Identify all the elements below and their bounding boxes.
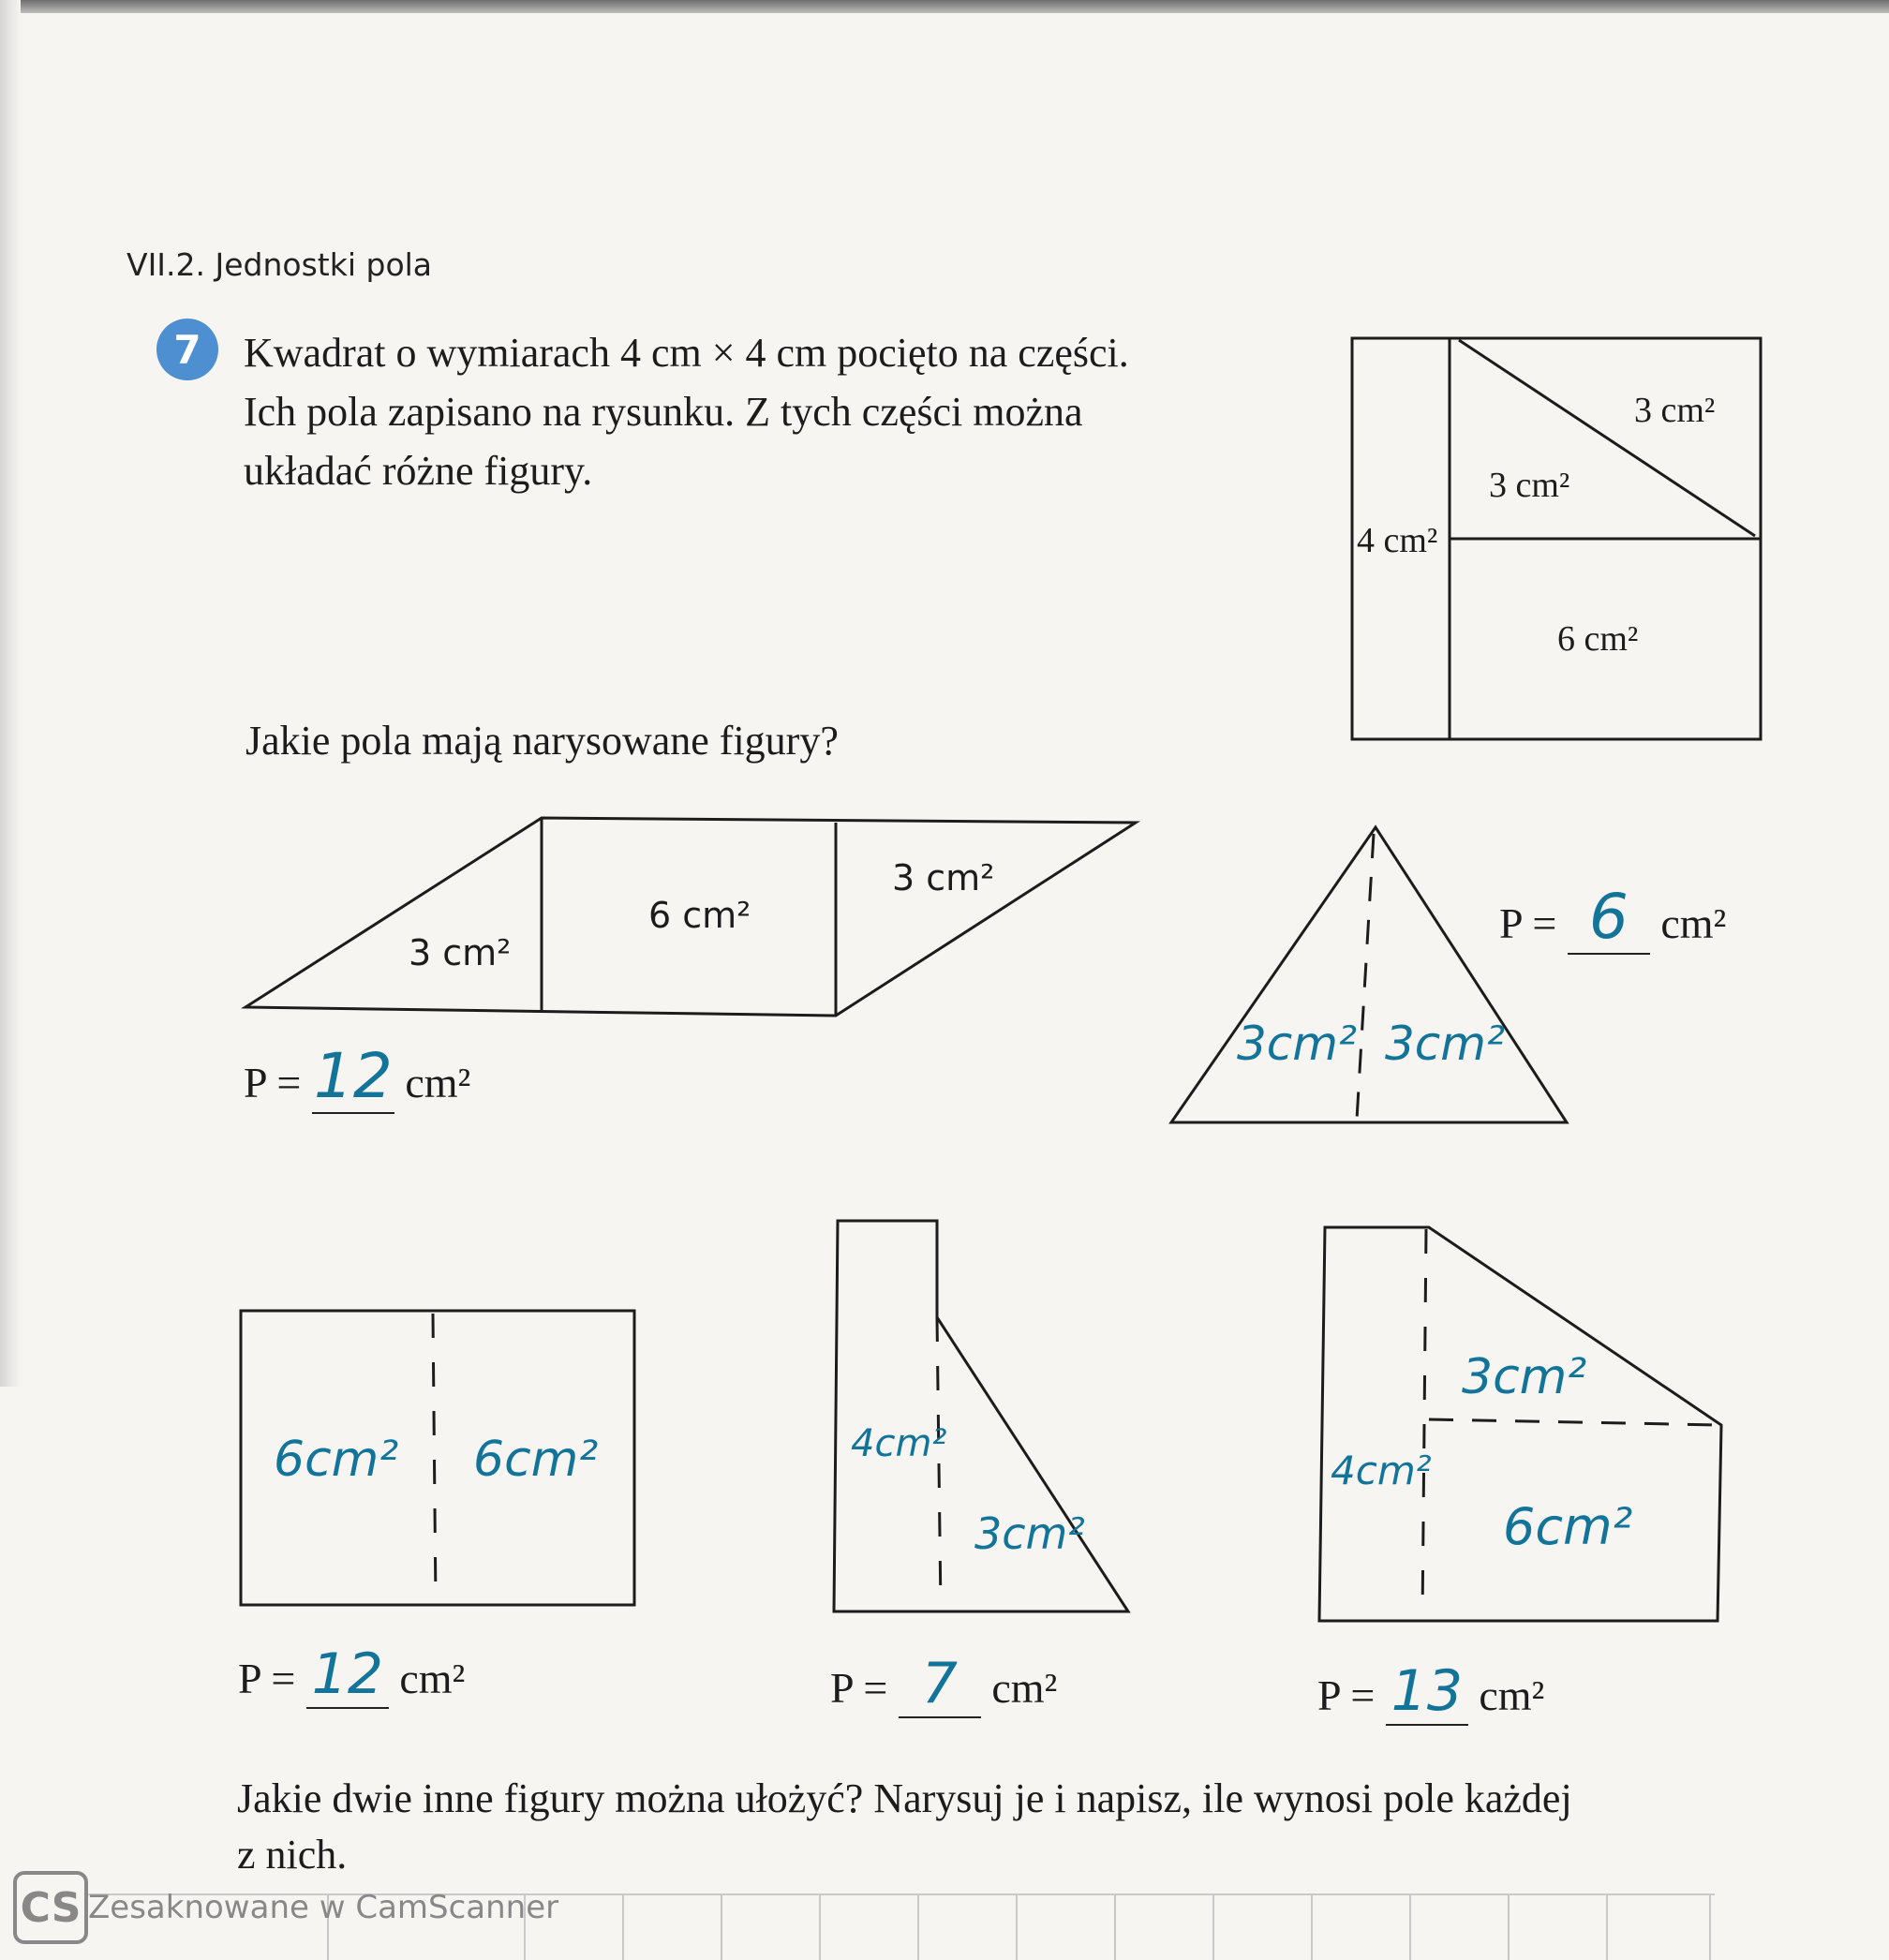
task-line-2: Ich pola zapisano na rysunku. Z tych części można [244,389,1083,435]
triangle-label-right: 3cm² [1385,1017,1506,1071]
square-label-left-strip: 4 cm² [1357,521,1438,560]
answer-unit: cm² [399,1655,466,1702]
camscanner-logo: CS [13,1871,88,1944]
question-1: Jakie pola mają narysowane figury? [245,718,839,764]
pentagon-label-triangle: 3cm² [1462,1349,1587,1405]
answer-unit: cm² [1479,1671,1545,1719]
answer-value: 12 [306,1641,389,1709]
task-number-badge: 7 [156,319,218,380]
rectangle-label-left: 6cm² [274,1432,399,1488]
task-line-3: układać różne figury. [244,448,593,494]
answer-value: 6 [1568,881,1650,955]
pentagon-label-strip: 4cm² [1331,1448,1432,1493]
answer-unit: cm² [1660,899,1727,947]
rectangle-label-right: 6cm² [473,1432,599,1488]
parallelogram-label-left: 3 cm² [409,932,512,973]
section-title: VII.2. Jednostki pola [126,246,433,283]
pentagon-label-rectangle: 6cm² [1503,1497,1633,1556]
square-label-rectangle: 6 cm² [1557,619,1639,659]
answer-prefix: P = [238,1655,296,1702]
parallelogram-label-right: 3 cm² [892,857,995,898]
answer-prefix: P = [244,1059,302,1106]
answer-value: 13 [1386,1658,1468,1726]
task-line-1: Kwadrat o wymiarach 4 cm × 4 cm pocięto na części. [244,330,1129,376]
question-2-text: Jakie dwie inne figury można ułożyć? Narysuj je i napisz, ile wynosi pole każdej [237,1775,1572,1821]
answer-prefix: P = [830,1664,888,1712]
trapezoid-label-strip: 4cm² [851,1422,947,1465]
answer-prefix: P = [1499,899,1557,947]
square-label-top-triangle: 3 cm² [1634,391,1716,430]
square-label-bottom-triangle: 3 cm² [1489,466,1570,505]
answer-unit: cm² [991,1664,1058,1712]
answer-value: 7 [899,1651,981,1718]
camscanner-watermark [13,1871,558,1944]
answer-value: 12 [312,1040,394,1114]
trapezoid-label-triangle: 3cm² [974,1508,1085,1559]
watermark-text: Zesaknowane w CamScanner [88,1889,559,1926]
answer-unit: cm² [405,1059,471,1106]
parallelogram-label-middle: 6 cm² [648,895,751,936]
answer-prefix: P = [1317,1671,1376,1719]
question-2-line-2: z nich. [237,1832,348,1878]
triangle-label-left: 3cm² [1237,1017,1358,1071]
